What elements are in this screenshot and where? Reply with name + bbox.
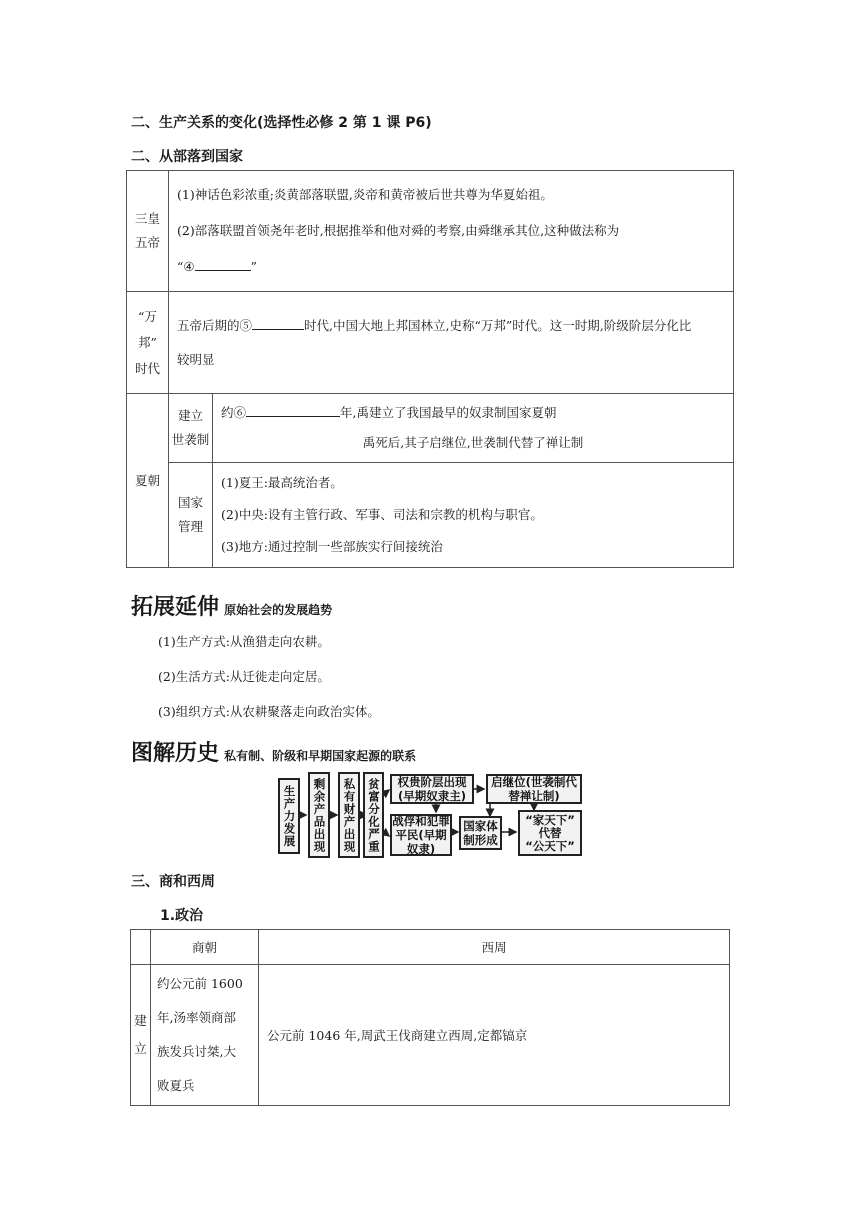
- shang-founding-cell: [151, 965, 259, 1106]
- zhou-founding-cell: 公元前 1046 年,周武王伐商建立西周,定都镐京: [259, 965, 730, 1106]
- text-part: 年,禹建立了我国最早的奴隶制国家夏朝: [340, 405, 557, 420]
- row-head-line: 五帝: [134, 235, 160, 250]
- content-line: 较明显: [177, 351, 215, 367]
- content-line: (1)神话色彩浓重;炎黄部落联盟,炎帝和黄帝被后世共尊为华夏始祖。: [177, 187, 553, 202]
- diagram-node-family-state: [518, 810, 582, 856]
- quote-open: “④: [177, 259, 195, 274]
- row-head-three-sovereigns: [127, 171, 169, 292]
- row-head-line: 邦”: [138, 334, 157, 350]
- text-part: 约⑥: [221, 405, 247, 420]
- row-head-line: 三皇: [134, 211, 160, 226]
- content-line: 约公元前 1600: [157, 976, 243, 991]
- table-row: [127, 394, 734, 463]
- section-heading-tribe-to-state: 二、从部落到国家: [131, 149, 243, 165]
- content-line: 族发兵讨桀,大: [157, 1044, 236, 1059]
- row-content: [169, 171, 734, 292]
- table-row: [127, 292, 734, 394]
- quote-close: ”: [250, 259, 257, 274]
- diagram-node-wealth-gap: 贫富分化严重: [363, 772, 384, 858]
- content-line: (2)部落联盟首领尧年老时,根据推举和他对舜的考察,由舜继承其位,这种做法称为: [177, 223, 620, 238]
- diagram-node-productivity: 生产力发展: [278, 778, 300, 854]
- content-line: 禹死后,其子启继位,世袭制代替了禅让制: [362, 435, 584, 450]
- content-line: (2)中央:设有主管行政、军事、司法和宗教的机构与职官。: [221, 507, 543, 522]
- illustrate-title: 图解历史: [131, 741, 220, 766]
- column-header-shang: 商朝: [151, 930, 259, 965]
- content-line: 败夏兵: [157, 1078, 195, 1093]
- row-head-line: 时代: [134, 360, 160, 376]
- fill-blank-4: [195, 258, 251, 271]
- sub-head-line: 世袭制: [171, 432, 210, 447]
- sub-head-line: 管理: [177, 519, 203, 534]
- flow-diagram: [276, 772, 586, 858]
- extend-heading: [131, 590, 332, 621]
- table-header-row: [131, 930, 730, 965]
- diagram-node-private-property: 私有财产出现: [338, 772, 360, 858]
- content-line: (3)地方:通过控制一些部族实行间接统治: [221, 539, 443, 554]
- diagram-node-surplus: 剩余产品出现: [308, 772, 330, 858]
- diagram-node-state-system: 国家体制形成: [459, 816, 502, 850]
- text-part: 五帝后期的⑤: [177, 317, 253, 333]
- column-header-zhou: 西周: [259, 930, 730, 965]
- tribe-to-state-table: [126, 170, 734, 568]
- row-head-xia: 夏朝: [127, 394, 169, 568]
- row-head-line: 立: [134, 1041, 147, 1056]
- row-content: [213, 463, 734, 568]
- list-item: (2)生活方式:从迁徙走向定居。: [158, 669, 330, 684]
- row-head-wanbang: [127, 292, 169, 394]
- sub-head-hereditary: [169, 394, 213, 463]
- table-row: [127, 171, 734, 292]
- row-head-line: 建: [134, 1013, 147, 1028]
- sub-head-state-management: [169, 463, 213, 568]
- row-head-line: “万: [138, 308, 157, 324]
- extend-subtitle: 原始社会的发展趋势: [224, 603, 333, 617]
- diagram-node-nobility: 权贵阶层出现(早期奴隶主): [390, 774, 474, 804]
- list-item: (1)生产方式:从渔猎走向农耕。: [158, 634, 330, 649]
- table-row: [127, 463, 734, 568]
- diagram-line: 代替: [538, 825, 562, 840]
- sub-head-line: 国家: [177, 495, 203, 510]
- list-item: (3)组织方式:从农耕聚落走向政治实体。: [158, 704, 380, 719]
- header-empty-cell: [131, 930, 151, 965]
- content-line: [177, 249, 725, 285]
- text-part: 时代,中国大地上邦国林立,史称“万邦”时代。这一时期,阶级阶层分化比: [304, 317, 692, 333]
- section-heading-production: 二、生产关系的变化(选择性必修 2 第 1 课 P6): [131, 115, 432, 131]
- sub-head-line: 建立: [177, 408, 203, 423]
- diagram-line: “公天下”: [525, 838, 575, 853]
- section-heading-shang-zhou: 三、商和西周: [131, 874, 215, 890]
- content-line: [177, 309, 725, 343]
- illustrate-heading: [131, 736, 416, 767]
- extend-title: 拓展延伸: [131, 595, 220, 620]
- fill-blank-6: [246, 404, 340, 417]
- content-line: [221, 398, 725, 428]
- subsection-politics: 1.政治: [160, 908, 204, 924]
- diagram-node-slaves: 战俘和犯罪平民(早期奴隶): [390, 814, 452, 856]
- row-head-founding: [131, 965, 151, 1106]
- diagram-line: “家天下”: [525, 812, 575, 827]
- shang-zhou-table: [130, 929, 730, 1106]
- fill-blank-5: [252, 317, 304, 330]
- table-row: [131, 965, 730, 1106]
- content-line: 年,汤率领商部: [157, 1010, 236, 1025]
- row-content: [169, 292, 734, 394]
- diagram-node-qi-succession: 启继位(世袭制代替禅让制): [486, 774, 582, 804]
- illustrate-subtitle: 私有制、阶级和早期国家起源的联系: [224, 749, 417, 763]
- content-line: (1)夏王:最高统治者。: [221, 475, 343, 490]
- row-content: [213, 394, 734, 463]
